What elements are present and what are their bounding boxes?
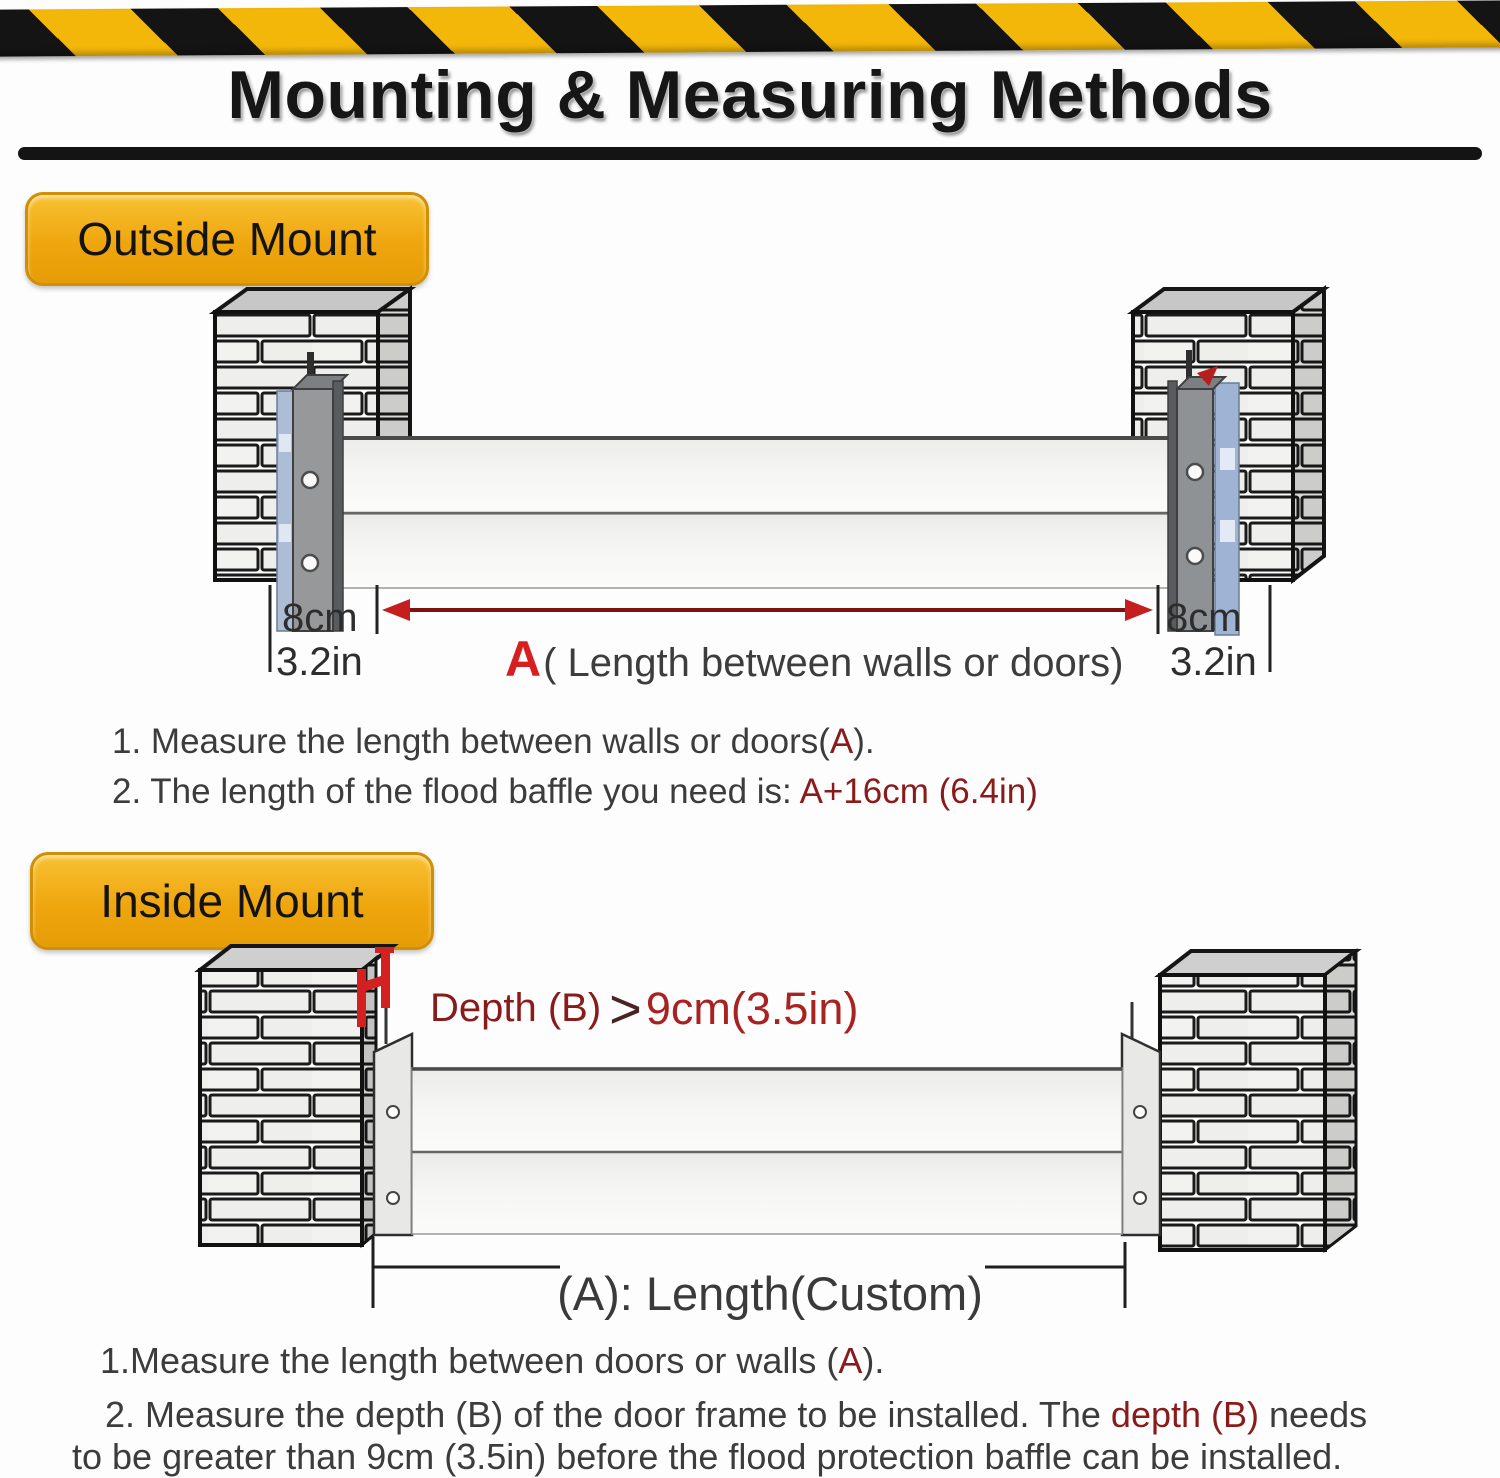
outside-right-measure-in: 3.2in	[1170, 640, 1257, 684]
outside-right-mounting-bracket	[1168, 350, 1239, 635]
outside-left-mounting-bracket	[277, 352, 347, 631]
instruction-text: ).	[862, 1340, 885, 1381]
span-label-letter: A	[505, 631, 542, 687]
outside-mount-label	[25, 192, 429, 286]
length-arrow	[382, 599, 1153, 621]
outside-left-measure-in: 3.2in	[276, 640, 363, 684]
instruction-text: 1.Measure the length between doors or walls (	[100, 1340, 839, 1381]
inside-instruction-1	[100, 1340, 884, 1382]
screw-hole	[387, 1106, 399, 1118]
instruction-text: 2. Measure the depth (B) of the door frame to be installed. The	[105, 1394, 1111, 1435]
screw-hole	[1187, 464, 1203, 480]
header-divider-bar	[18, 147, 1482, 160]
page-title: Mounting & Measuring Methods	[227, 57, 1273, 133]
instruction-accent: A	[829, 722, 854, 761]
greater-than-sign: >	[609, 977, 642, 1040]
instruction-accent: depth (B)	[1110, 1394, 1259, 1435]
inside-mount-label	[30, 852, 434, 950]
inside-flood-baffle	[412, 1068, 1122, 1234]
inside-right-channel	[1122, 1002, 1160, 1235]
inside-right-brick-pillar	[1160, 951, 1356, 1250]
screw-hole	[1134, 1106, 1146, 1118]
inside-mount-label-text: Inside Mount	[100, 875, 364, 927]
instruction-accent: A	[838, 1340, 863, 1381]
caution-tape-stripe	[0, 0, 1500, 56]
inside-instruction-2-line1	[105, 1394, 1367, 1436]
inside-instruction-2-line2: to be greater than 9cm (3.5in) before the flood protection baffle can be installed.	[72, 1436, 1343, 1477]
screw-hole	[1134, 1192, 1146, 1204]
depth-label-prefix: Depth (B)	[430, 986, 602, 1030]
screw-hole	[1187, 548, 1203, 564]
inside-length-label: (A): Length(Custom)	[557, 1267, 983, 1320]
instruction-text: 1. Measure the length between walls or doors(	[112, 722, 830, 761]
screw-hole	[302, 472, 318, 488]
screw-hole	[302, 555, 318, 571]
outside-mount-label-text: Outside Mount	[77, 213, 377, 265]
depth-label-value: 9cm(3.5in)	[645, 982, 859, 1034]
outside-instruction-1	[112, 722, 875, 762]
instruction-text: ).	[853, 722, 875, 761]
inside-left-channel	[374, 1008, 412, 1235]
instruction-accent: A+16cm (6.4in)	[799, 772, 1038, 811]
outside-left-measure-cm: 8cm	[282, 596, 358, 640]
outside-instruction-2	[112, 772, 1038, 812]
depth-requirement-label	[430, 976, 858, 1041]
outside-right-measure-cm: 8cm	[1166, 596, 1242, 640]
instruction-text: 2. The length of the flood baffle you need is:	[112, 772, 800, 811]
left-sealing-strip	[277, 391, 293, 631]
span-label-text: ( Length between walls or doors)	[543, 641, 1124, 685]
outside-span-label	[505, 630, 1123, 688]
outside-flood-baffle	[333, 437, 1171, 588]
instruction-text: needs	[1259, 1394, 1368, 1435]
screw-hole	[387, 1192, 399, 1204]
